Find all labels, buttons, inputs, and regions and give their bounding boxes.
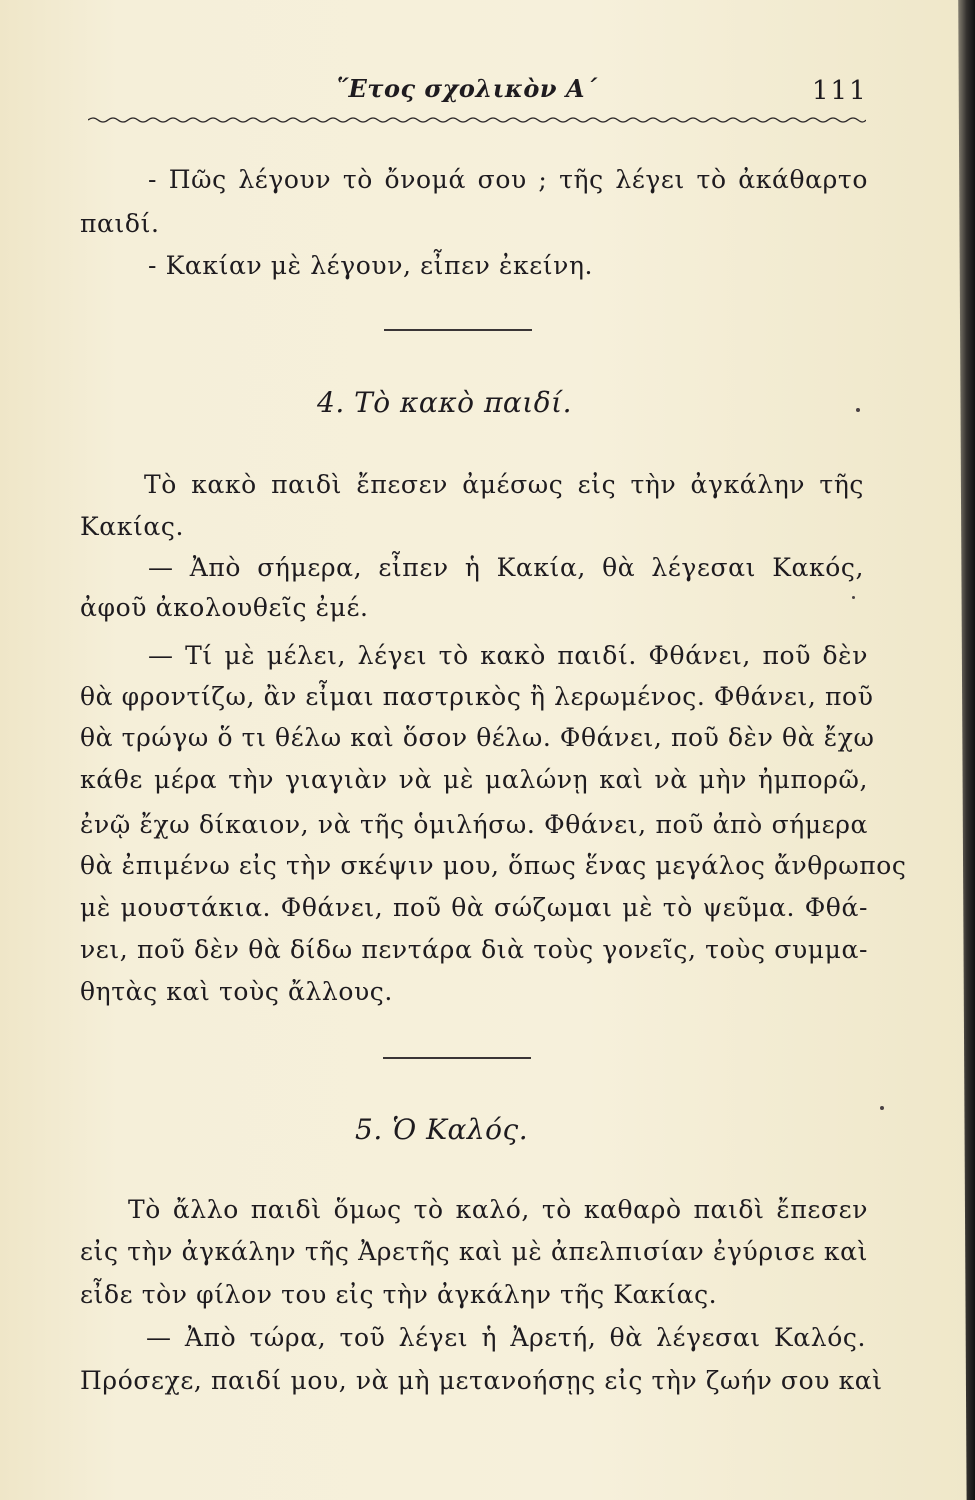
text-line: — Τί μὲ μέλει, λέγει τὸ κακὸ παιδί. Φθάνει, ποῦ δὲν	[148, 641, 868, 670]
text-line: εἰς τὴν ἀγκάλην τῆς Ἀρετῆς καὶ μὲ ἀπελπισίαν ἐγύρισε καὶ	[80, 1237, 868, 1266]
text-line: - Πῶς λέγουν τὸ ὄνομά σου ; τῆς λέγει τὸ ἀκάθαρτο	[148, 165, 868, 194]
page-edge-shadow	[947, 0, 975, 1500]
text-line: Κακίας.	[80, 512, 185, 541]
text-line: θὰ ἐπιμένω εἰς τὴν σκέψιν μου, ὅπως ἕνας μεγάλος ἄνθρωπος	[80, 851, 907, 880]
text-line: - Κακίαν μὲ λέγουν, εἶπεν ἐκείνη.	[148, 251, 594, 280]
paper-speck	[880, 1106, 884, 1110]
section-title: 5. Ὁ Καλός.	[355, 1113, 529, 1146]
text-line: — Ἀπὸ σήμερα, εἶπεν ἡ Κακία, θὰ λέγεσαι Κακός,	[148, 553, 864, 582]
text-line: Τὸ ἄλλο παιδὶ ὅμως τὸ καλό, τὸ καθαρὸ παιδὶ ἔπεσεν	[128, 1195, 868, 1224]
text-line: μὲ μουστάκια. Φθάνει, ποῦ θὰ σώζωμαι μὲ τὸ ψεῦμα. Φθά-	[80, 893, 868, 922]
header-wavy-rule	[88, 116, 866, 124]
text-line: κάθε μέρα τὴν γιαγιὰν νὰ μὲ μαλώνῃ καὶ νὰ μὴν ἠμπορῶ,	[80, 765, 868, 794]
text-line: θὰ τρώγω ὅ τι θέλω καὶ ὅσον θέλω. Φθάνει, ποῦ δὲν θὰ ἔχω	[80, 723, 875, 752]
text-line: θητὰς καὶ τοὺς ἄλλους.	[80, 977, 393, 1006]
page-number: 111	[812, 76, 868, 106]
text-line: παιδί.	[80, 209, 160, 238]
section-divider	[383, 1057, 531, 1059]
text-line: — Ἀπὸ τώρα, τοῦ λέγει ἡ Ἀρετή, θὰ λέγεσαι Καλός.	[146, 1323, 866, 1352]
paper-speck	[852, 596, 855, 599]
section-divider	[384, 329, 532, 331]
text-line: θὰ φροντίζω, ἂν εἶμαι παστρικὸς ἢ λερωμένος. Φθάνει, ποῦ	[80, 682, 874, 711]
paper-speck	[856, 408, 860, 412]
text-line: νει, ποῦ δὲν θὰ δίδω πεντάρα διὰ τοὺς γονεῖς, τοὺς συμμα-	[80, 935, 868, 964]
text-line: Τὸ κακὸ παιδὶ ἔπεσεν ἀμέσως εἰς τὴν ἀγκάλην τῆς	[144, 470, 864, 499]
section-title: 4. Τὸ κακὸ παιδί.	[317, 386, 572, 419]
text-line: Πρόσεχε, παιδί μου, νὰ μὴ μετανοήσῃς εἰς τὴν ζωήν σου καὶ	[80, 1366, 883, 1395]
text-line: ἀφοῦ ἀκολουθεῖς ἐμέ.	[80, 593, 369, 622]
text-line: εἶδε τὸν φίλον του εἰς τὴν ἀγκάλην τῆς Κακίας.	[80, 1280, 718, 1309]
running-title: ῞Ετος σχολικὸν Α΄	[336, 74, 598, 103]
text-line: ἐνῷ ἔχω δίκαιον, νὰ τῆς ὁμιλήσω. Φθάνει, ποῦ ἀπὸ σήμερα	[80, 810, 868, 839]
